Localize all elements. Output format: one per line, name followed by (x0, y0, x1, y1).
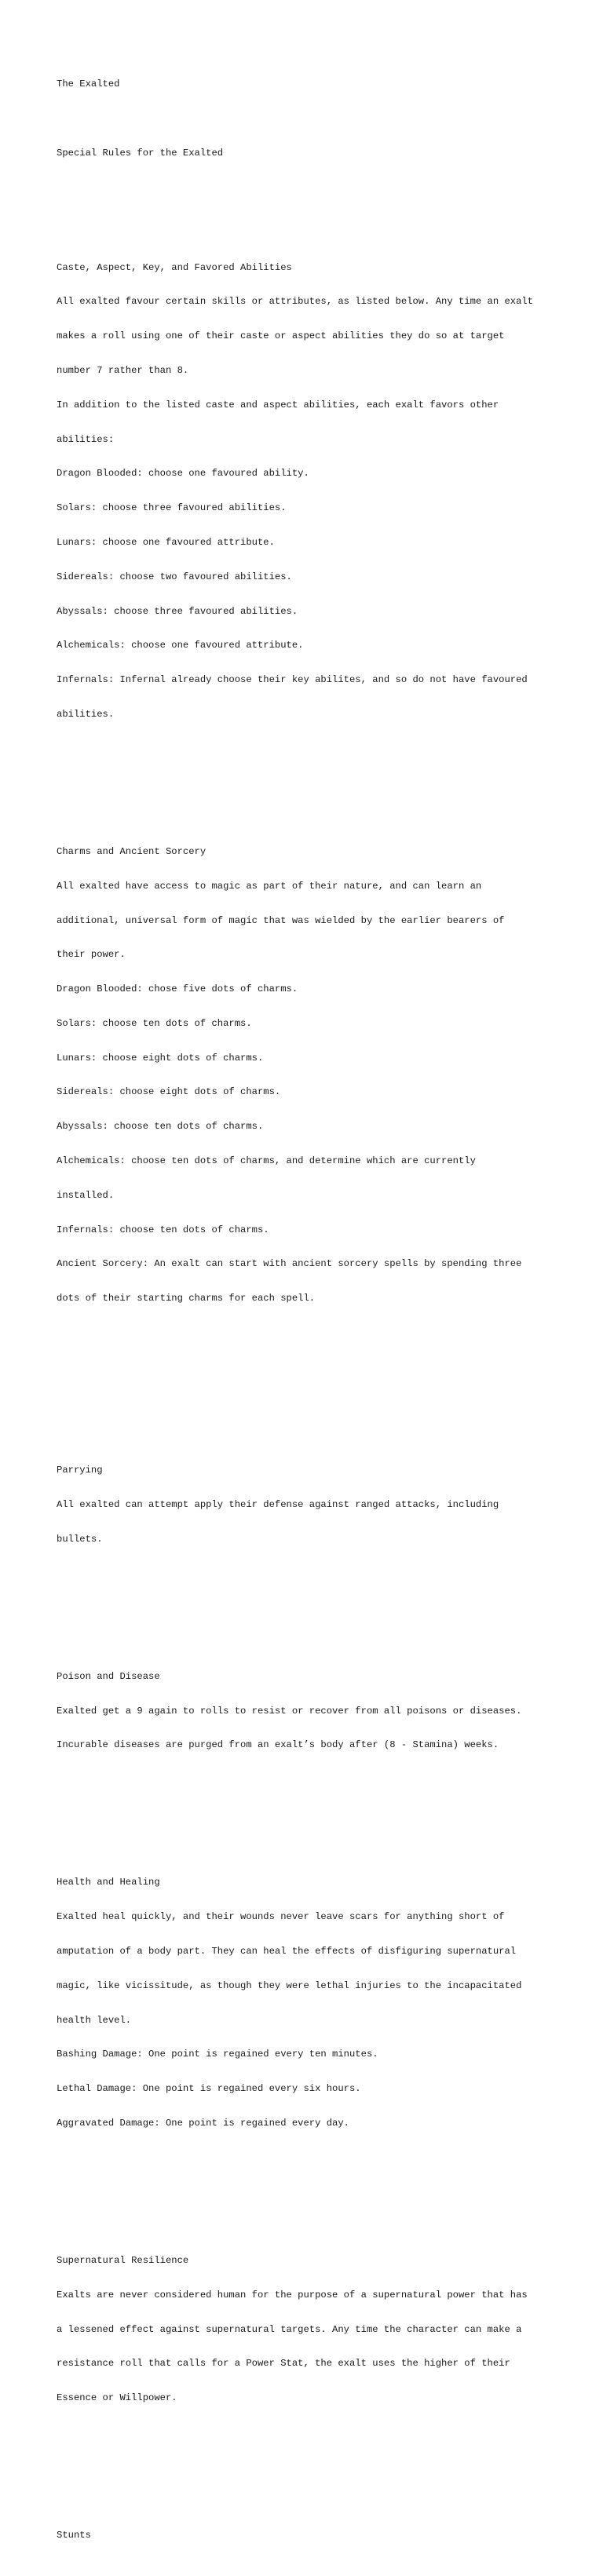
body-line: Infernals: choose ten dots of charms. (57, 1224, 269, 1235)
body-line: Solars: choose three favoured abilities. (57, 502, 287, 514)
section-poison-disease (57, 1648, 559, 1775)
body-line: All exalted can attempt apply their defense against ranged attacks, including (57, 1498, 499, 1510)
body-line: abilities. (57, 708, 115, 720)
document-title: The Exalted (57, 78, 120, 90)
body-line: Essence or Willpower. (57, 2392, 177, 2404)
body-line: additional, universal form of magic that was wielded by the earlier bearers of (57, 914, 505, 926)
spacer (57, 1350, 559, 1362)
document-page (57, 56, 559, 2576)
body-line: installed. (57, 1189, 115, 1201)
body-line: All exalted favour certain skills or attributes, as listed below. Any time an exalt (57, 296, 534, 308)
section-heading: Health and Healing (57, 1877, 160, 1888)
body-line: amputation of a body part. They can heal the effects of disfiguring supernatural (57, 1945, 517, 1957)
body-line: their power. (57, 949, 126, 961)
body-line: Exalts are never considered human for the purpose of a supernatural power that has (57, 2289, 528, 2301)
spacer (57, 2175, 559, 2187)
body-line: Abyssals: choose ten dots of charms. (57, 1121, 264, 1133)
body-line: Abyssals: choose three favoured abilities. (57, 605, 298, 617)
section-parrying (57, 1442, 559, 1568)
body-line: Ancient Sorcery: An exalt can start with ancient sorcery spells by spending three (57, 1258, 522, 1270)
body-line: Incurable diseases are purged from an exalt’s body after (8 - Stamina) weeks. (57, 1739, 499, 1751)
spacer (57, 766, 559, 778)
body-line: a lessened effect against supernatural targets. Any time the character can make a (57, 2323, 522, 2335)
body-line: dots of their starting charms for each spell. (57, 1293, 316, 1304)
body-line: Bashing Damage: One point is regained every ten minutes. (57, 2049, 378, 2060)
body-line: Dragon Blooded: choose one favoured ability. (57, 468, 309, 480)
section-heading: Charms and Ancient Sorcery (57, 845, 206, 857)
body-line: Sidereals: choose two favoured abilities. (57, 571, 292, 582)
section-supernatural-resilience (57, 2232, 559, 2427)
body-line: bullets. (57, 1533, 103, 1545)
section-heading: Poison and Disease (57, 1670, 160, 1682)
body-line: Sidereals: choose eight dots of charms. (57, 1086, 281, 1098)
body-line: Dragon Blooded: chose five dots of charms. (57, 983, 298, 995)
body-line: abilities: (57, 433, 115, 445)
section-heading: Supernatural Resilience (57, 2255, 189, 2266)
section-favored-abilities (57, 239, 559, 743)
section-heading: Parrying (57, 1465, 103, 1476)
body-line: Alchemicals: choose ten dots of charms, and determine which are currently (57, 1155, 476, 1166)
spacer (57, 113, 559, 125)
spacer (57, 1797, 559, 1808)
body-line: Exalted get a 9 again to rolls to resist or recover from all poisons or diseases. (57, 1705, 522, 1717)
body-line: Solars: choose ten dots of charms. (57, 1017, 252, 1029)
section-health-healing (57, 1854, 559, 2151)
body-line: Lethal Damage: One point is regained every six hours. (57, 2083, 361, 2095)
spacer (57, 2450, 559, 2461)
body-line: Aggravated Damage: One point is regained every day. (57, 2117, 349, 2129)
section-heading: Caste, Aspect, Key, and Favored Abilities (57, 261, 292, 273)
document-subtitle: Special Rules for the Exalted (57, 147, 224, 159)
body-line: number 7 rather than 8. (57, 365, 189, 377)
body-line: resistance roll that calls for a Power Stat, the exalt uses the higher of their (57, 2358, 510, 2370)
body-line: Lunars: choose one favoured attribute. (57, 536, 275, 548)
body-line: Alchemicals: choose one favoured attribute. (57, 640, 304, 651)
section-heading: Stunts (57, 2530, 91, 2541)
body-line: Infernals: Infernal already choose their key abilites, and so do not have favoured (57, 674, 528, 686)
body-line: Exalted heal quickly, and their wounds never leave scars for anything short of (57, 1911, 505, 1923)
body-line: All exalted have access to magic as part of their nature, and can learn an (57, 880, 482, 892)
spacer (57, 182, 559, 194)
body-line: magic, like vicissitude, as though they were lethal injuries to the incapacitated (57, 1979, 522, 1991)
body-line: makes a roll using one of their caste or aspect abilities they do so at target (57, 330, 505, 342)
spacer (57, 1385, 559, 1396)
body-line: health level. (57, 2014, 132, 2026)
section-charms-sorcery (57, 823, 559, 1327)
section-stunts (57, 2507, 559, 2564)
body-line: Lunars: choose eight dots of charms. (57, 1052, 264, 1064)
body-line: In addition to the listed caste and aspect abilities, each exalt favors other (57, 399, 499, 410)
spacer (57, 1591, 559, 1603)
